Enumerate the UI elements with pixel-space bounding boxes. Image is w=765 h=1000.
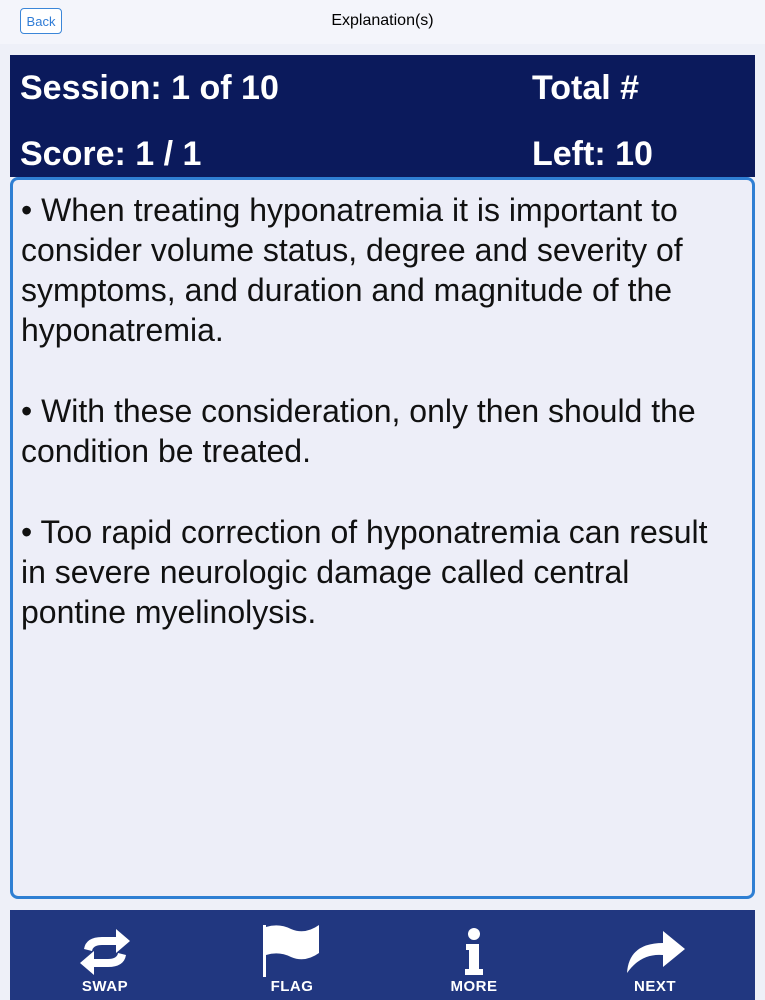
swap-button[interactable] [45,910,165,1000]
explanation-panel[interactable] [10,177,755,899]
flag-button[interactable] [232,910,352,1000]
info-icon [414,924,534,980]
next-label: NEXT [633,978,676,995]
next-button[interactable] [595,910,715,1000]
explanation-paragraph: • Too rapid correction of hyponatremia can result in severe neurologic damage called central pontine myelinolysis. [21,514,708,630]
more-button[interactable] [414,910,534,1000]
explanation-paragraph: • With these consideration, only then should the condition be treated. [21,393,696,469]
session-counter: Session: 1 of 10 [20,69,279,107]
swap-label: SWAP [81,978,129,995]
flag-label: FLAG [270,978,314,995]
explanation-paragraph: • When treating hyponatremia it is important to consider volume status, degree and severity of symptoms, and duration and magnitude of the hyponatremia. [21,192,683,348]
questions-left-counter: Left: 10 [532,135,653,173]
bottom-toolbar [10,910,755,1000]
total-label: Total # [532,69,640,107]
forward-arrow-icon [595,924,715,980]
session-header [10,55,755,177]
flag-icon [232,920,352,980]
page-title: Explanation(s) [331,12,434,29]
navigation-bar [0,0,765,44]
back-button[interactable]: Back [20,8,62,34]
score-counter: Score: 1 / 1 [20,135,202,173]
more-label: MORE [450,978,498,995]
swap-icon [45,924,165,980]
